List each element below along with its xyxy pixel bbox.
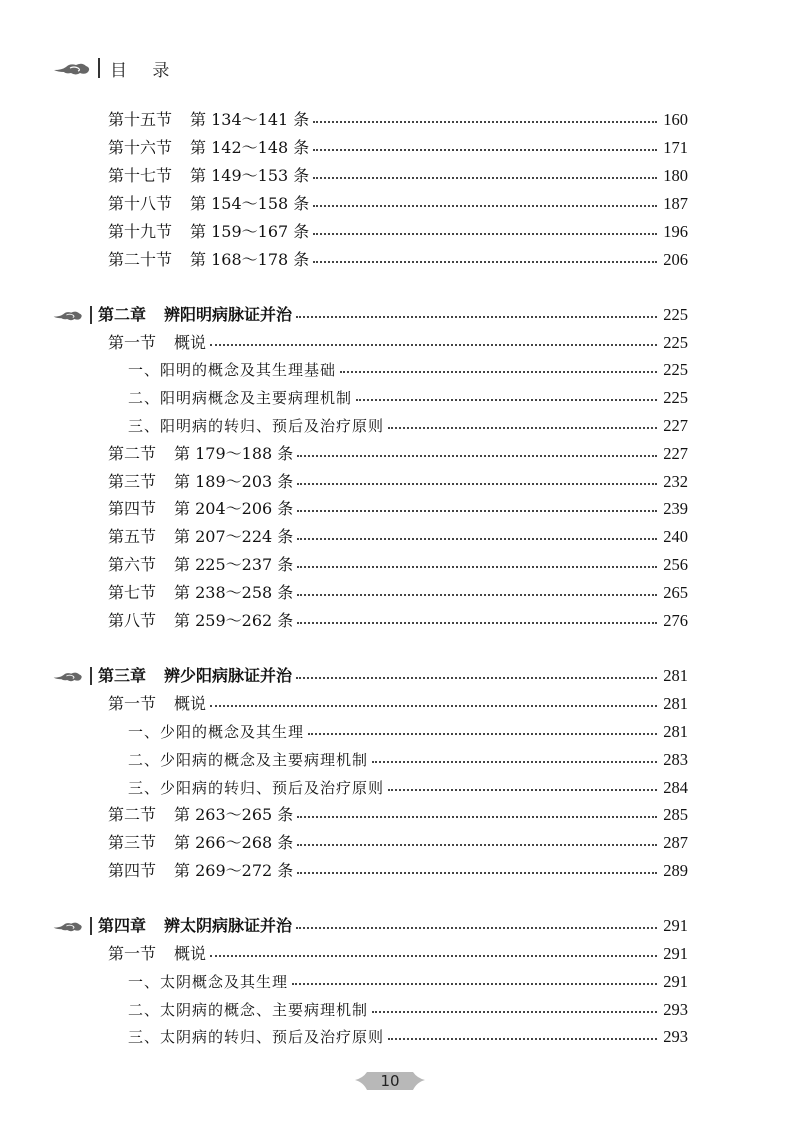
toc-page-number: 232: [663, 472, 688, 491]
toc-entry-number: 第七节: [108, 583, 157, 602]
toc-section-row: [108, 330, 688, 356]
chapter-divider: [90, 667, 92, 685]
toc-entry-title: 第 168～178 条: [190, 250, 310, 269]
toc-entry-label: [108, 552, 293, 578]
toc-section-row: [108, 858, 688, 884]
toc-entry-title: 第 259～262 条: [174, 611, 294, 630]
toc-section-row: [108, 107, 688, 133]
toc-chapter-row: [52, 913, 688, 939]
toc-entry-number: 第十五节: [108, 110, 173, 129]
toc-page-number: 293: [663, 1000, 688, 1019]
dot-leader: [372, 1011, 657, 1013]
toc-entry-title: 二、阳明病概念及主要病理机制: [128, 389, 353, 407]
toc-section-row: [108, 219, 688, 245]
dot-leader: [356, 399, 657, 401]
toc-entry-label: [52, 663, 292, 689]
toc-entry-number: 第二章: [98, 305, 147, 324]
toc-entry-label: [128, 385, 352, 411]
toc-entry-label: [128, 413, 384, 439]
toc-section-row: [108, 524, 688, 550]
toc-page-number: 206: [663, 250, 688, 269]
toc-entry-title: 一、少阳的概念及其生理: [128, 723, 305, 741]
toc-entry-title: 二、太阴病的概念、主要病理机制: [128, 1001, 369, 1019]
toc-section-row: [108, 691, 688, 717]
toc-entry-number: 第一节: [108, 333, 157, 352]
dot-leader: [210, 955, 657, 957]
toc-section-row: [108, 135, 688, 161]
toc-subsection-row: [128, 747, 688, 773]
toc-page-number: 160: [663, 110, 688, 129]
toc-entry-label: [108, 802, 293, 828]
toc-entry-title: 第 134～141 条: [190, 110, 310, 129]
toc-page-number: 171: [663, 138, 688, 157]
toc-entry-label: [108, 247, 309, 273]
dot-leader: [296, 316, 657, 318]
toc-entry-number: 第三节: [108, 472, 157, 491]
toc-entry-number: 第三章: [98, 666, 147, 685]
toc-entry-title: 第 154～158 条: [190, 194, 310, 213]
toc-page-number: 291: [663, 972, 688, 991]
toc-entry-number: 第五节: [108, 527, 157, 546]
dot-leader: [297, 510, 657, 512]
toc-section-row: [108, 580, 688, 606]
toc-subsection-row: [128, 357, 688, 383]
toc-subsection-row: [128, 997, 688, 1023]
toc-entry-title: 概说: [174, 694, 207, 713]
toc-entry-label: [108, 496, 293, 522]
toc-entry-number: 第二十节: [108, 250, 173, 269]
toc-chapter-row: [52, 663, 688, 689]
toc-entry-label: [128, 1024, 384, 1050]
toc-entry-title: 第 189～203 条: [174, 472, 294, 491]
toc-page-number: 227: [663, 444, 688, 463]
header-title: 目 录: [110, 60, 180, 81]
toc-entry-title: 三、少阳病的转归、预后及治疗原则: [128, 779, 385, 797]
toc-entry-title: 概说: [174, 944, 207, 963]
header-divider: [98, 58, 100, 78]
toc-entry-number: 第八节: [108, 611, 157, 630]
toc-section-row: [108, 469, 688, 495]
dot-leader: [340, 371, 657, 373]
toc-entry-number: 第六节: [108, 555, 157, 574]
toc-entry-number: 第十八节: [108, 194, 173, 213]
dot-leader: [297, 566, 657, 568]
toc-entry-title: 三、阳明病的转归、预后及治疗原则: [128, 417, 385, 435]
dot-leader: [372, 761, 657, 763]
toc-entry-label: [128, 719, 304, 745]
cloud-ornament-icon: [52, 307, 84, 323]
dot-leader: [388, 1038, 657, 1040]
toc-page-number: 256: [663, 555, 688, 574]
dot-leader: [313, 233, 657, 235]
cloud-ornament-icon: [52, 668, 84, 684]
toc-page-number: 187: [663, 194, 688, 213]
toc-entry-number: 第十七节: [108, 166, 173, 185]
dot-leader: [313, 121, 657, 123]
toc-entry-label: [108, 163, 309, 189]
toc-page-number: 239: [663, 499, 688, 518]
toc-entry-number: 第二节: [108, 805, 157, 824]
dot-leader: [297, 844, 657, 846]
toc-entry-title: 辨阳明病脉证并治: [164, 305, 293, 324]
toc-entry-label: [108, 608, 293, 634]
dot-leader: [313, 149, 657, 151]
dot-leader: [297, 538, 657, 540]
toc-chapter-row: [52, 302, 688, 328]
toc-page-number: 225: [663, 305, 688, 324]
toc-entry-number: 第四节: [108, 499, 157, 518]
toc-subsection-row: [128, 385, 688, 411]
toc-entry-title: 第 269～272 条: [174, 861, 294, 880]
toc-page-number: 225: [663, 360, 688, 379]
toc-entry-title: 一、太阴概念及其生理: [128, 973, 289, 991]
toc-entry-label: [108, 858, 293, 884]
toc-entry-label: [108, 107, 309, 133]
dot-leader: [210, 344, 657, 346]
toc-entry-number: 第四节: [108, 861, 157, 880]
toc-page-number: 196: [663, 222, 688, 241]
toc-entry-title: 第 159～167 条: [190, 222, 310, 241]
toc-entry-label: [108, 941, 206, 967]
dot-leader: [388, 427, 657, 429]
toc-entry-label: [108, 830, 293, 856]
toc-entry-number: 第二节: [108, 444, 157, 463]
dot-leader: [313, 205, 657, 207]
chapter-divider: [90, 917, 92, 935]
toc-page-number: 289: [663, 861, 688, 880]
toc-entry-label: [108, 691, 206, 717]
toc-entry-title: 三、太阴病的转归、预后及治疗原则: [128, 1028, 385, 1046]
toc-section-row: [108, 830, 688, 856]
dot-leader: [313, 177, 657, 179]
toc-page-number: 281: [663, 722, 688, 741]
toc-entry-title: 概说: [174, 333, 207, 352]
toc-entry-number: 第三节: [108, 833, 157, 852]
toc-page-number: 281: [663, 666, 688, 685]
toc-section-row: [108, 441, 688, 467]
toc-entry-label: [128, 997, 368, 1023]
toc-entry-title: 第 266～268 条: [174, 833, 294, 852]
dot-leader: [292, 983, 657, 985]
toc-page-number: 293: [663, 1027, 688, 1046]
dot-leader: [297, 816, 657, 818]
toc-subsection-row: [128, 969, 688, 995]
page-number-badge: [355, 1068, 425, 1094]
toc-entry-title: 第 238～258 条: [174, 583, 294, 602]
toc-page-number: 284: [663, 778, 688, 797]
toc-page-number: 285: [663, 805, 688, 824]
dot-leader: [297, 872, 657, 874]
toc-section-row: [108, 941, 688, 967]
cloud-ornament-icon: [52, 918, 84, 934]
toc-page-number: 291: [663, 916, 688, 935]
dot-leader: [296, 677, 657, 679]
toc-page-number: 281: [663, 694, 688, 713]
toc-page-number: 180: [663, 166, 688, 185]
dot-leader: [308, 733, 657, 735]
toc-entry-label: [108, 580, 293, 606]
toc-entry-label: [108, 191, 309, 217]
toc-page-number: 291: [663, 944, 688, 963]
toc-entry-title: 二、少阳病的概念及主要病理机制: [128, 751, 369, 769]
toc-page-number: 287: [663, 833, 688, 852]
toc-entry-label: [128, 357, 336, 383]
toc-entry-label: [128, 747, 368, 773]
toc-section-row: [108, 247, 688, 273]
toc-entry-title: 辨少阳病脉证并治: [164, 666, 293, 685]
toc-section-row: [108, 191, 688, 217]
dot-leader: [296, 927, 657, 929]
toc-entry-label: [108, 469, 293, 495]
toc-entry-number: 第十九节: [108, 222, 173, 241]
toc-page-number: 225: [663, 388, 688, 407]
toc-subsection-row: [128, 719, 688, 745]
toc-page-number: 276: [663, 611, 688, 630]
toc-entry-label: [128, 969, 288, 995]
toc-section-row: [108, 608, 688, 634]
toc-section-row: [108, 496, 688, 522]
toc-entry-label: [52, 913, 292, 939]
toc-page-number: 240: [663, 527, 688, 546]
dot-leader: [297, 594, 657, 596]
toc-page-number: 265: [663, 583, 688, 602]
toc-entry-title: 辨太阴病脉证并治: [164, 916, 293, 935]
toc-section-row: [108, 802, 688, 828]
toc-page-number: 227: [663, 416, 688, 435]
dot-leader: [210, 705, 657, 707]
cloud-ornament-icon: [52, 58, 92, 78]
toc-section-row: [108, 163, 688, 189]
toc-entry-number: 第一节: [108, 694, 157, 713]
toc-entry-label: [52, 302, 292, 328]
dot-leader: [313, 261, 657, 263]
toc-entry-title: 第 263～265 条: [174, 805, 294, 824]
toc-entry-title: 第 149～153 条: [190, 166, 310, 185]
toc-entry-label: [108, 135, 309, 161]
toc-entry-title: 第 204～206 条: [174, 499, 294, 518]
toc-entry-label: [108, 524, 293, 550]
toc-page-number: 283: [663, 750, 688, 769]
toc-entry-title: 第 179～188 条: [174, 444, 294, 463]
toc-entry-number: 第十六节: [108, 138, 173, 157]
page-number: 10: [380, 1072, 400, 1090]
toc-entry-title: 一、阳明的概念及其生理基础: [128, 361, 337, 379]
dot-leader: [297, 622, 657, 624]
toc-subsection-row: [128, 1024, 688, 1050]
toc-entry-label: [128, 775, 384, 801]
running-header: [52, 56, 179, 80]
toc-entry-number: 第四章: [98, 916, 147, 935]
chapter-divider: [90, 306, 92, 324]
dot-leader: [297, 483, 657, 485]
toc-entry-label: [108, 330, 206, 356]
toc-subsection-row: [128, 413, 688, 439]
dot-leader: [297, 455, 657, 457]
toc-page-number: 225: [663, 333, 688, 352]
toc-entry-label: [108, 219, 309, 245]
toc-entry-label: [108, 441, 293, 467]
toc-entry-title: 第 225～237 条: [174, 555, 294, 574]
toc-entry-number: 第一节: [108, 944, 157, 963]
toc-entry-title: 第 207～224 条: [174, 527, 294, 546]
toc-section-row: [108, 552, 688, 578]
dot-leader: [388, 789, 657, 791]
toc-subsection-row: [128, 775, 688, 801]
toc-entry-title: 第 142～148 条: [190, 138, 310, 157]
